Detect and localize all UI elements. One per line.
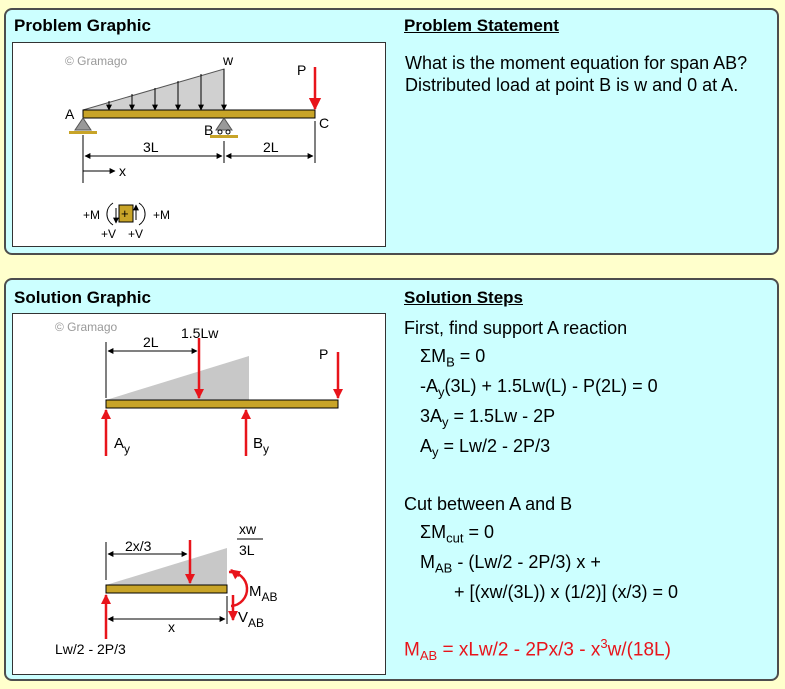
step-9: + [(xw/(3L)) x (1/2)] (x/3) = 0 (454, 582, 679, 602)
label-VAB: $V_{AB}$ (238, 609, 265, 630)
label-reaction: Lw/2 - 2P/3 (55, 641, 126, 657)
label-B: B (204, 122, 214, 138)
step-4: $3A_y = 1.5Lw - 2P$ (420, 406, 556, 430)
label-By: $B_y$ (253, 435, 270, 456)
pin-support-A (75, 118, 91, 130)
step-3: $-A_y(3L) + 1.5Lw(L) - P(2L) = 0$ (420, 376, 658, 400)
copyright-text: © Gramago (65, 54, 128, 68)
step-5: $A_y = Lw/2 - 2P/3$ (420, 436, 551, 460)
beam-fbd (106, 400, 338, 408)
step-8: $M_{AB} - (Lw/2 - 2P/3) x$ + (420, 552, 601, 576)
label-1.5Lw: 1.5Lw (181, 325, 219, 341)
ground-B (210, 135, 238, 138)
solution-graphic-title: Solution Graphic (14, 288, 151, 307)
distributed-load-fbd (106, 356, 249, 400)
label-2x3: 2x/3 (125, 538, 152, 554)
problem-graphic (12, 42, 386, 247)
ground-A (69, 131, 97, 134)
final-equation: $M_{AB} = xLw/2 - 2Px/3 - x^3w/(18L)$ (404, 636, 671, 664)
label-MAB: $M_{AB}$ (249, 583, 278, 604)
label-2L: 2L (263, 139, 279, 155)
step-1: First, find support A reaction (404, 318, 628, 338)
fraction-num: xw (239, 521, 257, 537)
label-P-fbd: P (319, 346, 329, 362)
label-C: C (319, 115, 330, 131)
label-P: P (297, 62, 307, 78)
label-Ay: $A_y$ (114, 435, 131, 456)
solution-steps-title: Solution Steps (404, 288, 523, 307)
sign-convention (83, 203, 170, 241)
beam (83, 110, 315, 118)
problem-graphic-title: Problem Graphic (14, 16, 151, 35)
roller-support-B (216, 118, 232, 130)
label-x: x (119, 163, 126, 179)
cut-beam (106, 585, 227, 593)
problem-statement-title: Problem Statement (404, 16, 559, 35)
svg-text:+M: +M (153, 208, 171, 222)
problem-beam-diagram (13, 43, 387, 248)
distributed-load (83, 69, 224, 110)
label-w: w (223, 52, 234, 68)
problem-statement-text: What is the moment equation for span AB? Distributed load at point B is w and 0 at A. (405, 53, 748, 95)
moment-MAB-arrow (229, 572, 247, 606)
fraction-den: 3L (239, 542, 255, 558)
solution-fbd-diagram (13, 314, 387, 676)
svg-text:+M: +M (83, 208, 101, 222)
step-6: Cut between A and B (404, 494, 573, 514)
step-7: $\Sigma M_{cut} = 0$ (420, 522, 494, 546)
label-3L: 3L (143, 139, 159, 155)
copyright-text-2: © Gramago (55, 320, 118, 334)
svg-text:+V: +V (128, 227, 144, 241)
label-2L-fbd: 2L (143, 334, 159, 350)
solution-graphic (12, 313, 386, 675)
svg-text:+: + (121, 206, 129, 221)
label-x-cut: x (168, 619, 175, 635)
step-2: $\Sigma M_B = 0$ (420, 346, 486, 370)
label-A: A (65, 106, 75, 122)
svg-text:+V: +V (101, 227, 117, 241)
